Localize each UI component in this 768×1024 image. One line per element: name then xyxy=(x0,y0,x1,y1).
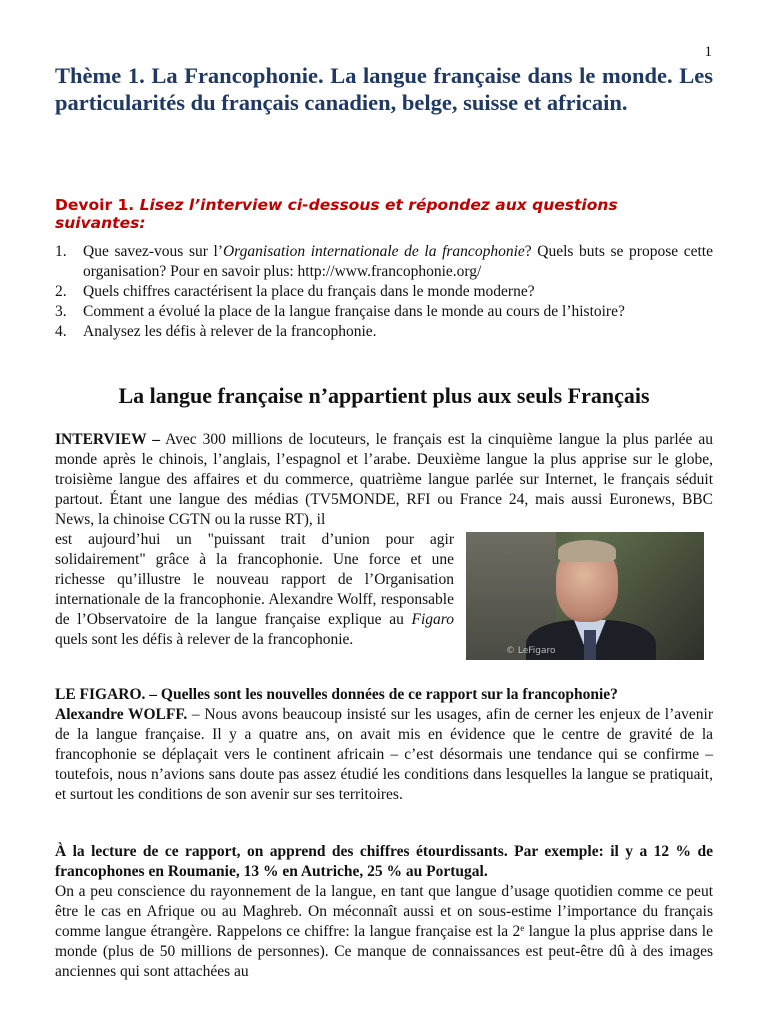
photo-watermark: © LeFigaro xyxy=(506,646,556,656)
question-text: Quels chiffres caractérisent la place du français dans le monde moderne? xyxy=(83,283,535,300)
question-text: Analysez les défis à relever de la francophonie. xyxy=(83,323,377,340)
question-item xyxy=(55,322,713,342)
question-number: 2. xyxy=(55,283,67,300)
ordinal-superscript: e xyxy=(520,923,525,933)
intro-text-end: quels sont les défis à relever de la francophonie. xyxy=(55,631,354,648)
page-number: 1 xyxy=(704,44,712,60)
qa-block-2 xyxy=(55,842,713,982)
question-item xyxy=(55,302,713,322)
article-title: La langue française n’appartient plus aux seuls Français xyxy=(118,383,650,408)
figaro-question-2: À la lecture de ce rapport, on apprend des chiffres étourdissants. Par exemple: il y a 12 % de francophones en Roumanie, 13 % en Autriche, 25 % au Portugal. xyxy=(55,843,713,880)
photo-hair xyxy=(558,540,616,562)
theme-title: Thème 1. La Francophonie. La langue française dans le monde. Les particularités du français canadien, belge, suisse et africain. xyxy=(55,63,713,115)
question-text: Que savez-vous sur l’ xyxy=(83,243,223,260)
interview-lead: INTERVIEW – xyxy=(55,431,161,448)
question-number: 4. xyxy=(55,323,67,340)
answer-2: On a peu conscience du rayonnement de la langue, en tant que langue d’usage quotidien comme ce peut être le cas en Afrique ou au Maghreb. On méconnaît aussi et on sous-estime l’importance du français comme langue étrangère. Rappelons ce chiffre: la langue française est la 2 xyxy=(55,883,713,940)
intro-text-continued: est aujourd’hui un "puissant trait d’union pour agir solidairement" grâce à la francophonie. Une force et une richesse qu’illustre le nouveau rapport de l’Organisation internationale de la francophonie. Alexandre Wolff, responsable de l’Observatoire de la langue française explique au xyxy=(55,531,454,628)
answer-1: – Nous avons beaucoup insisté sur les usages, afin de cerner les enjeux de l’avenir de la langue française. Il y a quatre ans, on avait mis en évidence que le centre de gravité de la francophonie se déplaçait vers le continent africain – c’est désormais une tendance qui se confirme – toutefois, nous n’avions sans doute pas assez étudié les conditions dans lesquelles la langue se pratiquait, et surtout les conditions de son avenir sur ses territoires. xyxy=(55,706,713,803)
questions-list xyxy=(55,242,713,342)
qa-block-1 xyxy=(55,685,713,805)
devoir-heading xyxy=(55,196,713,232)
question-item xyxy=(55,282,713,302)
question-number: 3. xyxy=(55,303,67,320)
photo-tie xyxy=(584,630,596,660)
answer-2-end: langue la plus apprise dans le monde (plus de 50 millions de personnes). Ce manque de connaissances est peut-être dû à des images anciennes qui sont attachées au xyxy=(55,923,713,980)
speaker-name: Alexandre WOLFF. xyxy=(55,706,188,723)
interview-photo xyxy=(466,532,704,660)
intro-text: Avec 300 millions de locuteurs, le français est la cinquième langue la plus parlée au monde après le chinois, l’anglais, l’espagnol et l’arabe. Deuxième langue la plus apprise sur le globe, troisième langue des affaires et du commerce, quatrième langue parlée sur Internet, le français séduit partout. Étant une langue des médias (TV5MONDE, RFI ou France 24, mais aussi Euronews, BBC News, la chinoise CGTN ou la russe RT), il xyxy=(55,431,713,528)
question-item xyxy=(55,242,713,282)
question-text-end: ? Quels buts se propose cette organisation? Pour en savoir plus: http://www.francophonie.org/ xyxy=(83,243,713,280)
intro-paragraph-continued xyxy=(55,530,454,650)
devoir-label: Devoir 1. xyxy=(55,196,135,214)
intro-paragraph xyxy=(55,430,713,530)
newspaper-name: Figaro xyxy=(411,611,454,628)
question-number: 1. xyxy=(55,243,67,260)
devoir-instruction: Lisez l’interview ci-dessous et répondez aux questions suivantes: xyxy=(55,196,618,232)
figaro-question-1: LE FIGARO. – Quelles sont les nouvelles données de ce rapport sur la francophonie? xyxy=(55,686,618,703)
organisation-name: Organisation internationale de la francophonie xyxy=(222,243,525,260)
question-text: Comment a évolué la place de la langue française dans le monde au cours de l’histoire? xyxy=(83,303,625,320)
